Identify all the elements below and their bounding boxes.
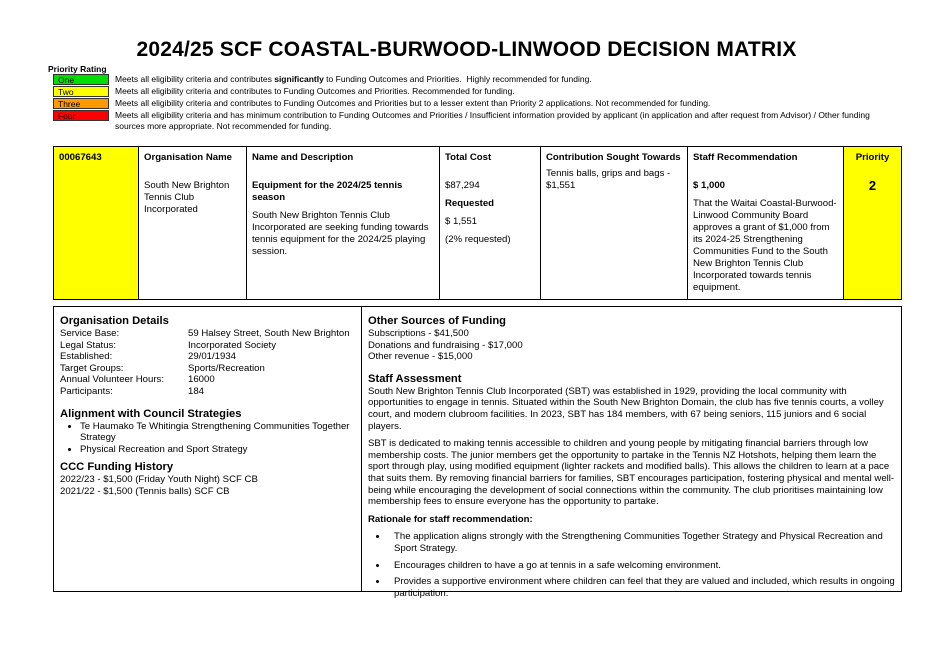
legend-swatch-one: One bbox=[53, 74, 109, 85]
recommendation-text: That the Waitai Coastal-Burwood-Linwood Community Board approves a grant of $1,000 from its 2024-25 Strengthening Communities Fund to the South New Brighton Tennis Club Incorporated towards tennis equipment. bbox=[693, 198, 837, 293]
assessment-paragraph: SBT is dedicated to making tennis accessible to children and young people by mitigating financial barriers through low membership costs. The junior members get the opportunity to partake in the Tennis NZ Hotshots, helping them learn the sport through play, using modified equipment (lighter rackets and modified balls). This allows the children to learn at a pace that suits them. By removing financial barriers for families, SBT encourages participation, fostering physical and mental well-being while encouraging the development of social connections within the community. The club prioritises maintaining low membership fees to ensure everyone has the opportunity to partake. bbox=[368, 438, 895, 508]
detail-row bbox=[60, 386, 355, 398]
alignment-list bbox=[60, 421, 355, 456]
legend-text-three: Meets all eligibility criteria and contributes to Funding Outcomes and Priorities but to a lesser extent than Priority 2 applications. Not recommended for funding. bbox=[115, 98, 711, 108]
other-funding-heading: Other Sources of Funding bbox=[368, 315, 506, 327]
priority-header: Priority bbox=[855, 152, 890, 163]
recommended-amount: $ 1,000 bbox=[693, 180, 726, 191]
application-table bbox=[53, 146, 902, 300]
detail-key: Annual Volunteer Hours: bbox=[60, 374, 164, 386]
details-right-column bbox=[362, 307, 901, 599]
detail-key: Participants: bbox=[60, 385, 113, 397]
total-cost-cell bbox=[440, 147, 541, 300]
legend-row-one bbox=[53, 74, 883, 85]
detail-value: Incorporated Society bbox=[188, 339, 276, 351]
requested-amount: $ 1,551 bbox=[445, 216, 478, 227]
detail-row bbox=[60, 363, 355, 375]
detail-row bbox=[60, 351, 355, 363]
list-item: • The application aligns strongly with the Strengthening Communities Together Strategy and Physical Recreation and Sport Strategy. bbox=[388, 531, 895, 554]
detail-value: 59 Halsey Street, South New Brighton bbox=[188, 328, 350, 339]
list-item: • Physical Recreation and Sport Strategy bbox=[80, 444, 355, 456]
legend-row-three bbox=[53, 98, 883, 109]
total-cost-header: Total Cost bbox=[445, 152, 492, 163]
alignment-heading: Alignment with Council Strategies bbox=[60, 407, 242, 420]
detail-value: 16000 bbox=[188, 374, 215, 386]
funding-history-item: 2021/22 - $1,500 (Tennis balls) SCF CB bbox=[60, 485, 230, 497]
project-description: South New Brighton Tennis Club Incorporated are seeking funding towards tennis equipment for the 2024/25 playing session. bbox=[252, 210, 429, 257]
other-funding-item: Donations and fundraising - $17,000 bbox=[368, 339, 523, 351]
legend-text-two: Meets all eligibility criteria and contributes to Funding Outcomes and Priorities. Recommended for funding. bbox=[115, 86, 515, 96]
requested-percent: (2% requested) bbox=[445, 234, 511, 245]
legend-text-four: Meets all eligibility criteria and has minimum contribution to Funding Outcomes and Priorities / Insufficient information provided by applicant (in application and after request from Advisor) / Other funding sources more appropriate. Not recommended for funding. bbox=[115, 110, 870, 131]
priority-rating-label: Priority Rating bbox=[48, 64, 107, 74]
priority-legend bbox=[53, 74, 883, 133]
details-panel bbox=[53, 306, 902, 599]
list-item: • Encourages children to have a go at tennis in a safe welcoming environment. bbox=[388, 560, 895, 572]
staff-recommendation-header: Staff Recommendation bbox=[693, 152, 798, 163]
staff-assessment-heading: Staff Assessment bbox=[368, 372, 462, 385]
rationale-list bbox=[368, 531, 895, 599]
requested-label: Requested bbox=[445, 198, 495, 209]
funding-history-item: 2022/23 - $1,500 (Friday Youth Night) SCF CB bbox=[60, 474, 258, 486]
funding-history-heading: CCC Funding History bbox=[60, 461, 174, 474]
other-funding-item: Other revenue - $15,000 bbox=[368, 351, 473, 363]
contribution-header: Contribution Sought Towards bbox=[546, 152, 681, 163]
detail-row bbox=[60, 340, 355, 352]
organisation-header: Organisation Name bbox=[144, 152, 232, 163]
priority-value: 2 bbox=[868, 178, 877, 193]
application-id: 00067643 bbox=[59, 152, 102, 163]
description-header: Name and Description bbox=[252, 152, 354, 163]
list-item: • Te Haumako Te Whitingia Strengthening Communities Together Strategy bbox=[80, 421, 355, 444]
legend-text-one: Meets all eligibility criteria and contributes significantly to Funding Outcomes and Priorities. Highly recommended for funding. bbox=[115, 74, 592, 84]
application-id-cell bbox=[54, 147, 139, 300]
contribution-cell bbox=[541, 147, 688, 300]
detail-value: Sports/Recreation bbox=[188, 362, 265, 374]
list-item: • Provides a supportive environment where children can feel that they are valued and included, which results in ongoing participation. bbox=[388, 576, 895, 599]
contribution-value: Tennis balls, grips and bags - $1,551 bbox=[546, 168, 671, 191]
other-funding-item: Subscriptions - $41,500 bbox=[368, 328, 469, 339]
legend-swatch-four: Four bbox=[53, 110, 109, 121]
detail-key: Target Groups: bbox=[60, 362, 124, 374]
legend-swatch-three: Three bbox=[53, 98, 109, 109]
detail-key: Established: bbox=[60, 351, 113, 363]
total-cost-value: $87,294 bbox=[445, 180, 480, 191]
legend-swatch-two: Two bbox=[53, 86, 109, 97]
description-cell bbox=[247, 147, 440, 300]
detail-value: 29/01/1934 bbox=[188, 351, 237, 363]
rationale-heading: Rationale for staff recommendation: bbox=[368, 513, 533, 525]
detail-row bbox=[60, 374, 355, 386]
staff-recommendation-cell bbox=[688, 147, 844, 300]
detail-row bbox=[60, 328, 355, 340]
detail-key: Legal Status: bbox=[60, 339, 117, 351]
priority-cell bbox=[844, 147, 902, 300]
project-name: Equipment for the 2024/25 tennis season bbox=[252, 180, 403, 203]
organisation-name: South New Brighton Tennis Club Incorporated bbox=[144, 180, 230, 215]
organisation-cell bbox=[139, 147, 247, 300]
detail-value: 184 bbox=[188, 385, 205, 397]
legend-row-four bbox=[53, 110, 883, 132]
page-title: 2024/25 SCF COASTAL-BURWOOD-LINWOOD DECISION MATRIX bbox=[136, 38, 797, 61]
assessment-paragraph: South New Brighton Tennis Club Incorporated (SBT) was established in 1929, providing the local community with opportunities to engage in tennis. Situated within the South New Brighton Domain, the club has five tennis courts, a volley court, and modern clubroom facilities. In 2023, SBT has 184 members, with 67 being seniors, 115 juniors and 6 social players. bbox=[368, 385, 884, 432]
detail-key: Service Base: bbox=[60, 328, 120, 339]
organisation-details-heading: Organisation Details bbox=[60, 315, 169, 327]
details-left-column bbox=[54, 307, 362, 591]
legend-row-two bbox=[53, 86, 883, 97]
